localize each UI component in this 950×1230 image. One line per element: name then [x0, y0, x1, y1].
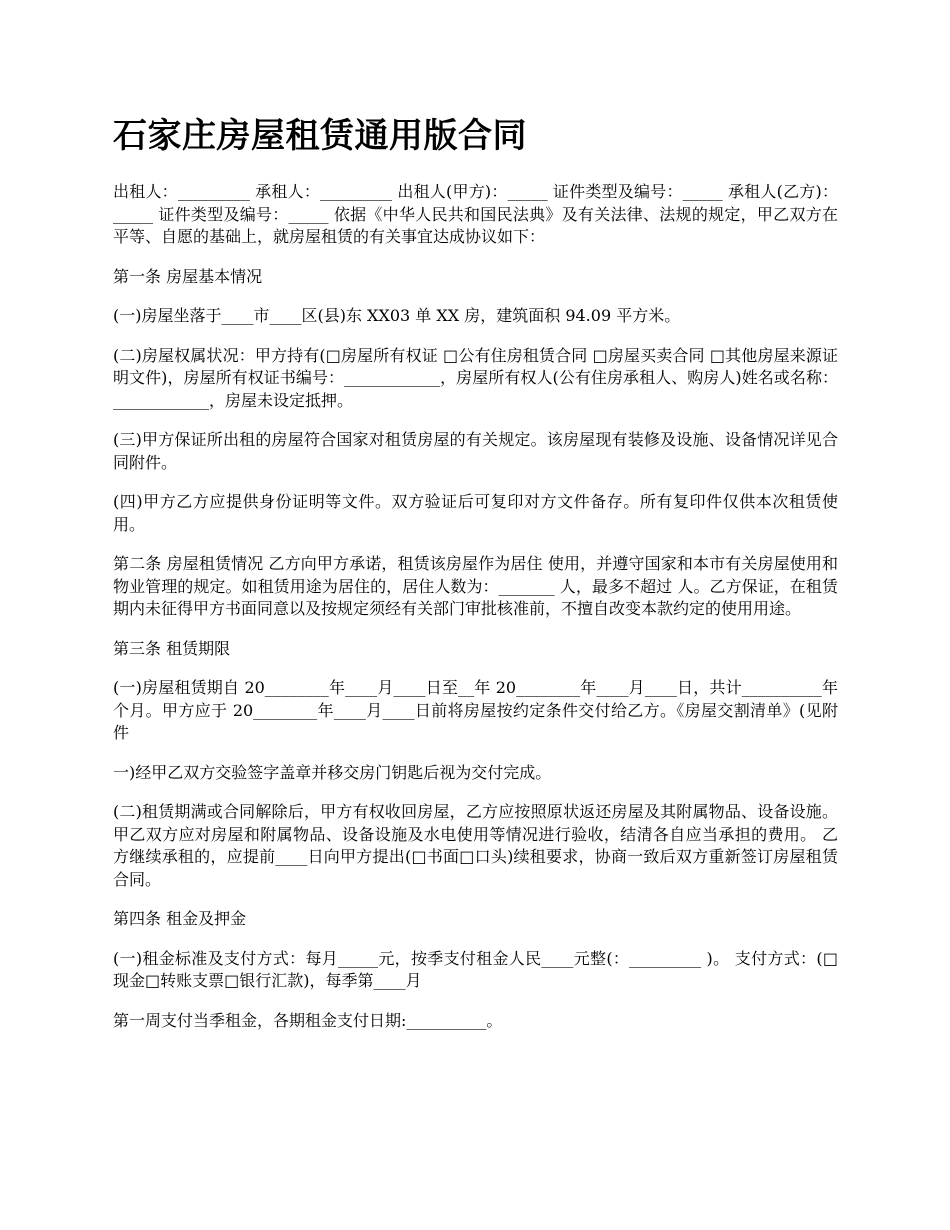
- article-2-paragraph: 第二条 房屋租赁情况 乙方向甲方承诺，租赁该房屋作为居住 使用，并遵守国家和本市有关房屋使用和物业管理的规定。如租赁用途为居住的，居住人数为：_______ 人，最多不超过 人。乙方保证，在租赁期内未征得甲方书面同意以及按规定须经有关部门审批核准前，不擅自改变本款约定的使用用途。: [113, 554, 838, 618]
- intro-paragraph: 出租人：_________ 承租人：_________ 出租人(甲方)：_____ 证件类型及编号：_____ 承租人(乙方)：_____ 证件类型及编号：_____ 依据《中华人民共和国民法典》及有关法律、法规的规定，甲乙双方在平等、自愿的基础上，就房屋租赁的有关事宜达成协议如下：: [113, 182, 838, 246]
- article-1-item-2: (二)房屋权属状况：甲方持有(□房屋所有权证 □公有住房租赁合同 □房屋买卖合同 □其他房屋来源证明文件)，房屋所有权证书编号：____________，房屋所有权人(公有住房承租人、购房人)姓名或名称：____________，房屋未设定抵押。: [113, 345, 838, 410]
- article-3-item-1: (一)房屋租赁期自 20________年____月____日至__年 20________年____月____日，共计__________年个月。甲方应于 20________年____月____日前将房屋按约定条件交付给乙方。《房屋交割清单》(见附件: [113, 678, 838, 742]
- article-4-item-1: (一)租金标准及支付方式：每月_____元，按季支付租金人民____元整(：_________ )。 支付方式：(□现金□转账支票□银行汇款)，每季第____月: [113, 948, 838, 990]
- document-page: [113, 108, 838, 1049]
- document-title: 石家庄房屋租赁通用版合同: [113, 116, 527, 156]
- article-3-heading: 第三条 租赁期限: [113, 638, 231, 658]
- article-1-item-4: (四)甲方乙方应提供身份证明等文件。双方验证后可复印对方文件备存。所有复印件仅供本次租赁使用。: [113, 492, 838, 534]
- article-3-item-1-continued: 一)经甲乙双方交验签字盖章并移交房门钥匙后视为交付完成。: [113, 762, 552, 782]
- article-4-item-1-continued: 第一周支付当季租金，各期租金支付日期:__________。: [113, 1010, 503, 1030]
- article-3-item-2: (二)租赁期满或合同解除后，甲方有权收回房屋，乙方应按照原状返还房屋及其附属物品、设备设施。甲乙双方应对房屋和附属物品、设备设施及水电使用等情况进行验收，结清各自应当承担的费用。 乙方继续承租的，应提前____日向甲方提出(□书面□口头)续租要求，协商一致后双方重新签订房屋租赁合同。: [113, 802, 838, 889]
- article-1-heading: 第一条 房屋基本情况: [113, 266, 263, 286]
- article-4-heading: 第四条 租金及押金: [113, 909, 247, 928]
- article-1-item-3: (三)甲方保证所出租的房屋符合国家对租赁房屋的有关规定。该房屋现有装修及设施、设备情况详见合同附件。: [113, 430, 838, 472]
- article-1-item-1: (一)房屋坐落于____市____区(县)东 XX03 单 XX 房，建筑面积 94.09 平方米。: [113, 306, 681, 325]
